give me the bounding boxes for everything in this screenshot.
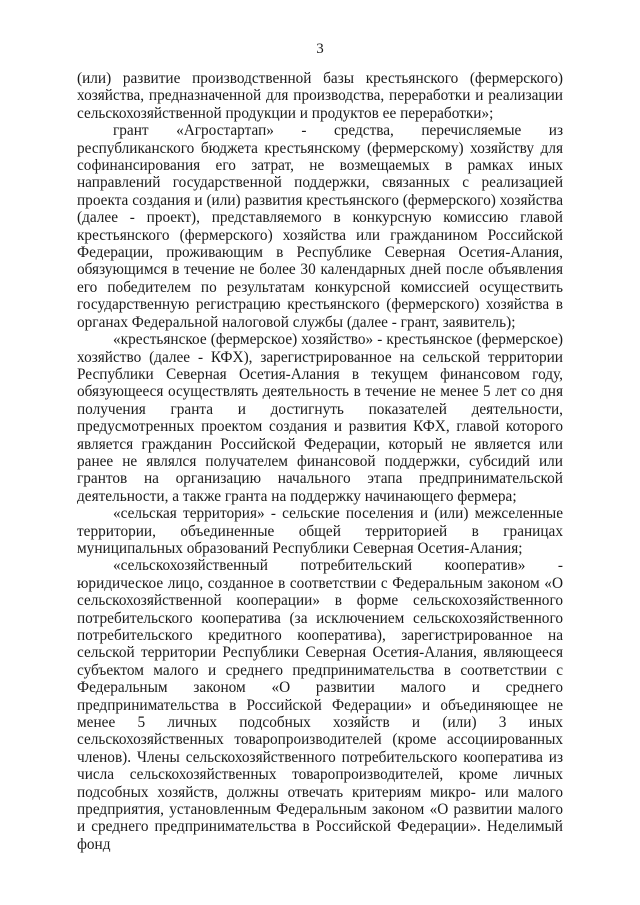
paragraph-cooperative: «сельскохозяйственный потребительский кооператив» - юридическое лицо, созданное в соответствии с Федеральным законом «О сельскохозяйственной кооперации» в форме сельскохозяйственного потребительского кооператива (за исключением сельскохозяйственного потребительского кредитного кооператива), зарегистрированное на сельской территории Республики Северная Осетия-Алания, являющееся субъектом малого и среднего предпринимательства в соответствии с Федеральным законом «О развитии малого и среднего предпринимательства в Российской Федерации» и объединяющее не менее 5 личных подсобных хозяйств и (или) 3 иных сельскохозяйственных товаропроизводителей (кроме ассоциированных членов). Члены сельскохозяйственного потребительского кооператива из числа сельскохозяйственных товаропроизводителей, кроме личных подсобных хозяйств, должны отвечать критериям микро- или малого предприятия, установленным Федеральным законом «О развитии малого и среднего предпринимательства в Российской Федерации». Неделимый фонд bbox=[77, 557, 563, 853]
paragraph-continuation: (или) развитие производственной базы крестьянского (фермерского) хозяйства, предназначенной для производства, переработки и реализации сельскохозяйственной продукции и продуктов ее переработки»; bbox=[77, 70, 563, 122]
body-text bbox=[77, 70, 563, 853]
paragraph-rural-territory: «сельская территория» - сельские поселения и (или) межселенные территории, объединенные общей территорией в границах муниципальных образований Республики Северная Осетия-Алания; bbox=[77, 505, 563, 557]
page-number: 3 bbox=[316, 41, 324, 57]
paragraph-kfh: «крестьянское (фермерское) хозяйство» - крестьянское (фермерское) хозяйство (далее - КФХ), зарегистрированное на сельской территории Республики Северная Осетия-Алания в текущем финансовом году, обязующееся осуществлять деятельность в течение не менее 5 лет со дня получения гранта и достигнуть показателей деятельности, предусмотренных проектом создания и развития КФХ, главой которого является гражданин Российской Федерации, который не является или ранее не являлся получателем финансовой поддержки, субсидий или грантов на организацию начального этапа предпринимательской деятельности, а также гранта на поддержку начинающего фермера; bbox=[77, 331, 563, 505]
paragraph-grant-agrostartup: грант «Агростартап» - средства, перечисляемые из республиканского бюджета крестьянскому (фермерскому) хозяйству для софинансирования его затрат, не возмещаемых в рамках иных направлений государственной поддержки, связанных с реализацией проекта создания и (или) развития крестьянского (фермерского) хозяйства (далее - проект), представляемого в конкурсную комиссию главой крестьянского (фермерского) хозяйства или гражданином Российской Федерации, проживающим в Республике Северная Осетия-Алания, обязующимся в течение не более 30 календарных дней после объявления его победителем по результатам конкурсной комиссией осуществить государственную регистрацию крестьянского (фермерского) хозяйства в органах Федеральной налоговой службы (далее - грант, заявитель); bbox=[77, 122, 563, 331]
